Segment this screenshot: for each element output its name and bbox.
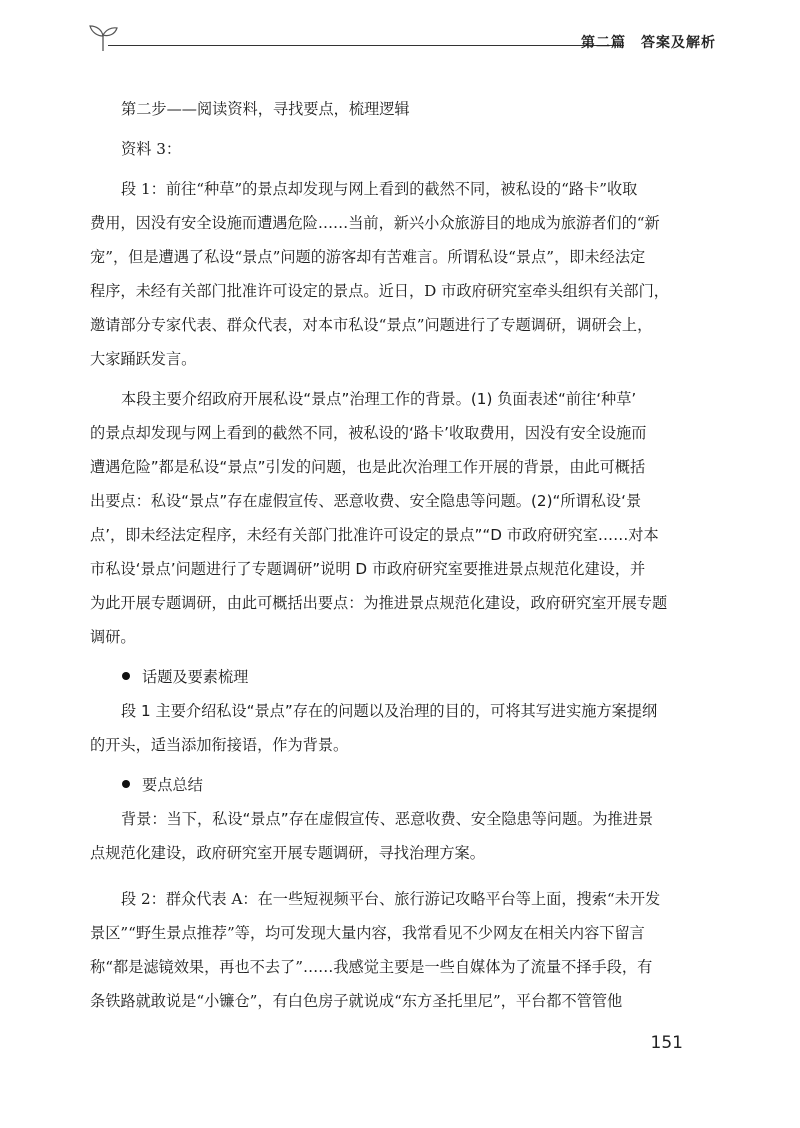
topic-heading	[90, 660, 704, 694]
para1-line: 费用，因没有安全设施而遭遇危险……当前，新兴小众旅游目的地成为旅游者们的“新	[90, 214, 660, 232]
page-content	[90, 92, 704, 1018]
analysis1-line: 调研。	[90, 628, 136, 646]
material-label: 资料 3：	[121, 140, 182, 158]
summary-heading-text: 要点总结	[142, 776, 203, 794]
header-title: 第二篇 答案及解析	[581, 35, 716, 51]
analysis1-line: 本段主要介绍政府开展私设“景点”治理工作的背景。(1) 负面表述“前往‘种草’	[121, 390, 637, 408]
topic-heading-text: 话题及要素梳理	[142, 668, 249, 686]
para1-line: 宠”，但是遭遇了私设“景点”问题的游客却有苦难言。所谓私设“景点”，即未经法定	[90, 248, 646, 266]
para2-line: 段 2：群众代表 A：在一些短视频平台、旅行游记攻略平台等上面，搜索“未开发	[121, 890, 661, 908]
summary-line: 点规范化建设，政府研究室开展专题调研，寻找治理方案。	[90, 844, 485, 862]
analysis1-line: 点’，即未经法定程序，未经有关部门批准许可设定的景点”“D 市政府研究室……对本	[90, 526, 659, 544]
analysis1-line: 出要点：私设“景点”存在虚假宣传、恶意收费、安全隐患等问题。(2)“所谓私设‘景	[90, 492, 642, 510]
bullet-icon	[122, 672, 130, 680]
analysis1-line: 遭遇危险”都是私设“景点”引发的问题，也是此次治理工作开展的背景，由此可概括	[90, 458, 646, 476]
material-paragraph-1	[90, 172, 704, 376]
topic-line: 的开头，适当添加衔接语，作为背景。	[90, 736, 349, 754]
topic-line: 段 1 主要介绍私设“景点”存在的问题以及治理的目的，可将其写进实施方案提纲	[121, 702, 658, 720]
analysis1-line: 的景点却发现与网上看到的截然不同，被私设的‘路卡’收取费用，因没有安全设施而	[90, 424, 647, 442]
para1-line: 邀请部分专家代表、群众代表，对本市私设“景点”问题进行了专题调研，调研会上，	[90, 316, 653, 334]
bullet-icon	[122, 780, 130, 788]
analysis1-line: 市私设‘景点’问题进行了专题调研”说明 D 市政府研究室要推进景点规范化建设，并	[90, 560, 646, 578]
analysis-paragraph-1	[90, 382, 704, 654]
para2-line: 条铁路就敢说是“小镰仓”，有白色房子就说成“东方圣托里尼”，平台都不管管他	[90, 992, 623, 1010]
para2-line: 景区”“野生景点推荐”等，均可发现大量内容，我常看见不少网友在相关内容下留言	[90, 924, 645, 942]
material-paragraph-2	[90, 882, 704, 1018]
analysis1-line: 为此开展专题调研，由此可概括出要点：为推进景点规范化建设，政府研究室开展专题	[90, 594, 668, 612]
para1-line: 程序，未经有关部门批准许可设定的景点。近日，D 市政府研究室牵头组织有关部门，	[90, 282, 669, 300]
page-header	[86, 18, 716, 58]
header-rule	[108, 45, 624, 46]
para1-line: 段 1：前往“种草”的景点却发现与网上看到的截然不同，被私设的“路卡”收取	[121, 180, 638, 198]
para1-line: 大家踊跃发言。	[90, 350, 197, 368]
sprout-icon	[86, 20, 120, 54]
summary-line: 背景：当下，私设“景点”存在虚假宣传、恶意收费、安全隐患等问题。为推进景	[121, 810, 654, 828]
page-number: 151	[650, 1033, 683, 1053]
para2-line: 称“都是滤镜效果，再也不去了”……我感觉主要是一些自媒体为了流量不择手段，有	[90, 958, 653, 976]
step-heading: 第二步——阅读资料，寻找要点，梳理逻辑	[121, 100, 410, 118]
summary-heading	[90, 768, 704, 802]
